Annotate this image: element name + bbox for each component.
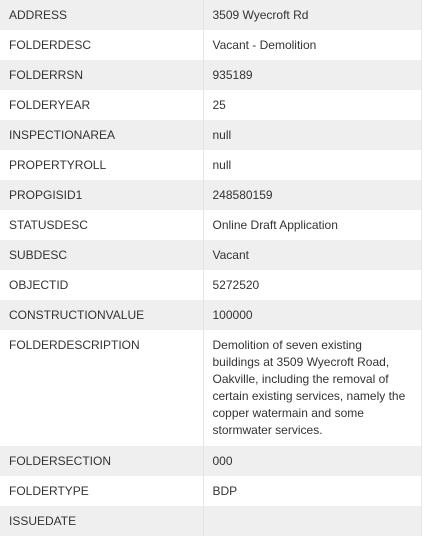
- field-value: 100000: [203, 300, 421, 330]
- field-value: null: [203, 150, 421, 180]
- field-value: 248580159: [203, 180, 421, 210]
- field-name: FOLDERRSN: [0, 60, 203, 90]
- field-name: FOLDERDESCRIPTION: [0, 330, 203, 446]
- field-value: BDP: [203, 476, 421, 506]
- table-row: [0, 300, 421, 330]
- field-name: STATUSDESC: [0, 210, 203, 240]
- field-value: Demolition of seven existing buildings at 3509 Wyecroft Road, Oakville, including the removal of certain existing services, namely the copper watermain and some stormwater services.: [203, 330, 421, 446]
- field-value: 5272520: [203, 270, 421, 300]
- field-name: PROPERTYROLL: [0, 150, 203, 180]
- field-value: Vacant: [203, 240, 421, 270]
- table-row: [0, 60, 421, 90]
- field-name: FOLDERSECTION: [0, 446, 203, 476]
- field-name: SUBDESC: [0, 240, 203, 270]
- table-row: [0, 180, 421, 210]
- field-name: FOLDERDESC: [0, 30, 203, 60]
- table-row: [0, 240, 421, 270]
- field-name: CONSTRUCTIONVALUE: [0, 300, 203, 330]
- field-value: 3509 Wyecroft Rd: [203, 0, 421, 30]
- field-name: FOLDERYEAR: [0, 90, 203, 120]
- table-row: [0, 0, 421, 30]
- field-name: FOLDERTYPE: [0, 476, 203, 506]
- table-row: [0, 90, 421, 120]
- field-name: OBJECTID: [0, 270, 203, 300]
- table-row: [0, 120, 421, 150]
- table-row: [0, 506, 421, 536]
- field-name: ISSUEDATE: [0, 506, 203, 536]
- field-value: null: [203, 120, 421, 150]
- field-value: 25: [203, 90, 421, 120]
- table-row: [0, 30, 421, 60]
- field-value: 935189: [203, 60, 421, 90]
- table-row: [0, 150, 421, 180]
- field-name: ADDRESS: [0, 0, 203, 30]
- table-row: [0, 476, 421, 506]
- field-name: INSPECTIONAREA: [0, 120, 203, 150]
- table-row: [0, 446, 421, 476]
- field-value: Vacant - Demolition: [203, 30, 421, 60]
- table-row: [0, 270, 421, 300]
- table-row: [0, 330, 421, 446]
- table-row: [0, 210, 421, 240]
- field-value: 000: [203, 446, 421, 476]
- field-name: PROPGISID1: [0, 180, 203, 210]
- field-value: [203, 506, 421, 536]
- field-value: Online Draft Application: [203, 210, 421, 240]
